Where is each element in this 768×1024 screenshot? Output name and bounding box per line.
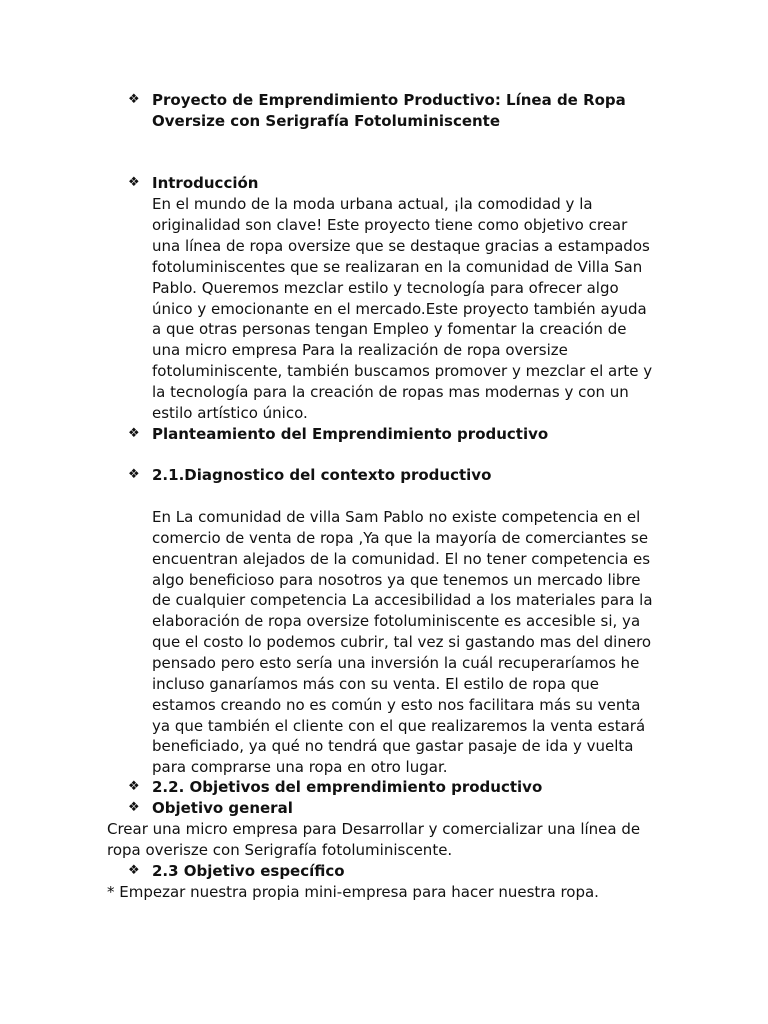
- bullet-icon: ❖: [128, 92, 140, 107]
- paragraph-line: fotoluminiscente, también buscamos promover y mezclar el arte y: [152, 362, 653, 380]
- bullet-icon: ❖: [128, 800, 140, 815]
- paragraph-line: beneficiado, ya qué no tendrá que gastar pasaje de ida y vuelta: [152, 737, 634, 755]
- paragraph-line: ropa overisze con Serigrafía fotoluminiscente.: [107, 841, 453, 859]
- paragraph-line: incluso ganaríamos más con su venta. El estilo de ropa que: [152, 675, 599, 693]
- paragraph-line: pensado pero esto sería una inversión la cuál recuperaríamos he: [152, 654, 640, 672]
- paragraph-line: que el costo lo podemos cubrir, tal vez si gastando mas del dinero: [152, 633, 652, 651]
- section-heading-objetivo-general: Objetivo general: [152, 799, 293, 817]
- paragraph-line: algo beneficioso para nosotros ya que tenemos un mercado libre: [152, 571, 641, 589]
- paragraph-line: * Empezar nuestra propia mini-empresa para hacer nuestra ropa.: [107, 883, 599, 901]
- paragraph-line: originalidad son clave! Este proyecto tiene como objetivo crear: [152, 216, 628, 234]
- paragraph-line: fotoluminiscentes que se realizaran en la comunidad de Villa San: [152, 258, 643, 276]
- section-heading-planteamiento: Planteamiento del Emprendimiento productivo: [152, 425, 549, 443]
- paragraph-line: estamos creando no es común y esto nos facilitara más su venta: [152, 696, 641, 714]
- paragraph-line: ya que también el cliente con el que realizaremos la venta estará: [152, 717, 646, 735]
- paragraph-line: la tecnología para la creación de ropas mas modernas y con un: [152, 383, 629, 401]
- bullet-icon: ❖: [128, 863, 140, 878]
- paragraph-line: comercio de venta de ropa ,Ya que la mayoría de comerciantes se: [152, 529, 649, 547]
- paragraph-line: una micro empresa Para la realización de ropa oversize: [152, 341, 568, 359]
- paragraph-line: elaboración de ropa oversize fotoluminiscente es accesible si, ya: [152, 612, 641, 630]
- paragraph-line: encuentran alejados de la comunidad. El no tener competencia es: [152, 550, 651, 568]
- section-heading-objetivo-especifico: 2.3 Objetivo específico: [152, 862, 345, 880]
- paragraph-line: de cualquier competencia La accesibilidad a los materiales para la: [152, 591, 653, 609]
- document-title-line-1: Proyecto de Emprendimiento Productivo: Línea de Ropa: [152, 91, 626, 109]
- document-title-line-2: Oversize con Serigrafía Fotoluminiscente: [152, 112, 501, 130]
- paragraph-line: estilo artístico único.: [152, 404, 308, 422]
- paragraph-line: Pablo. Queremos mezclar estilo y tecnología para ofrecer algo: [152, 279, 619, 297]
- section-heading-diagnostico: 2.1.Diagnostico del contexto productivo: [152, 466, 492, 484]
- paragraph-line: para comprarse una ropa en otro lugar.: [152, 758, 448, 776]
- section-heading-introduccion: Introducción: [152, 174, 259, 192]
- bullet-icon: ❖: [128, 426, 140, 441]
- paragraph-line: único y emocionante en el mercado.Este proyecto también ayuda: [152, 300, 647, 318]
- bullet-icon: ❖: [128, 175, 140, 190]
- paragraph-line: Crear una micro empresa para Desarrollar y comercializar una línea de: [107, 820, 641, 838]
- paragraph-line: a que otras personas tengan Empleo y fomentar la creación de: [152, 320, 627, 338]
- paragraph-line: una línea de ropa oversize que se destaque gracias a estampados: [152, 237, 650, 255]
- bullet-icon: ❖: [128, 779, 140, 794]
- paragraph-line: En el mundo de la moda urbana actual, ¡la comodidad y la: [152, 195, 593, 213]
- paragraph-line: En La comunidad de villa Sam Pablo no existe competencia en el: [152, 508, 641, 526]
- bullet-icon: ❖: [128, 467, 140, 482]
- section-heading-objetivos: 2.2. Objetivos del emprendimiento productivo: [152, 778, 543, 796]
